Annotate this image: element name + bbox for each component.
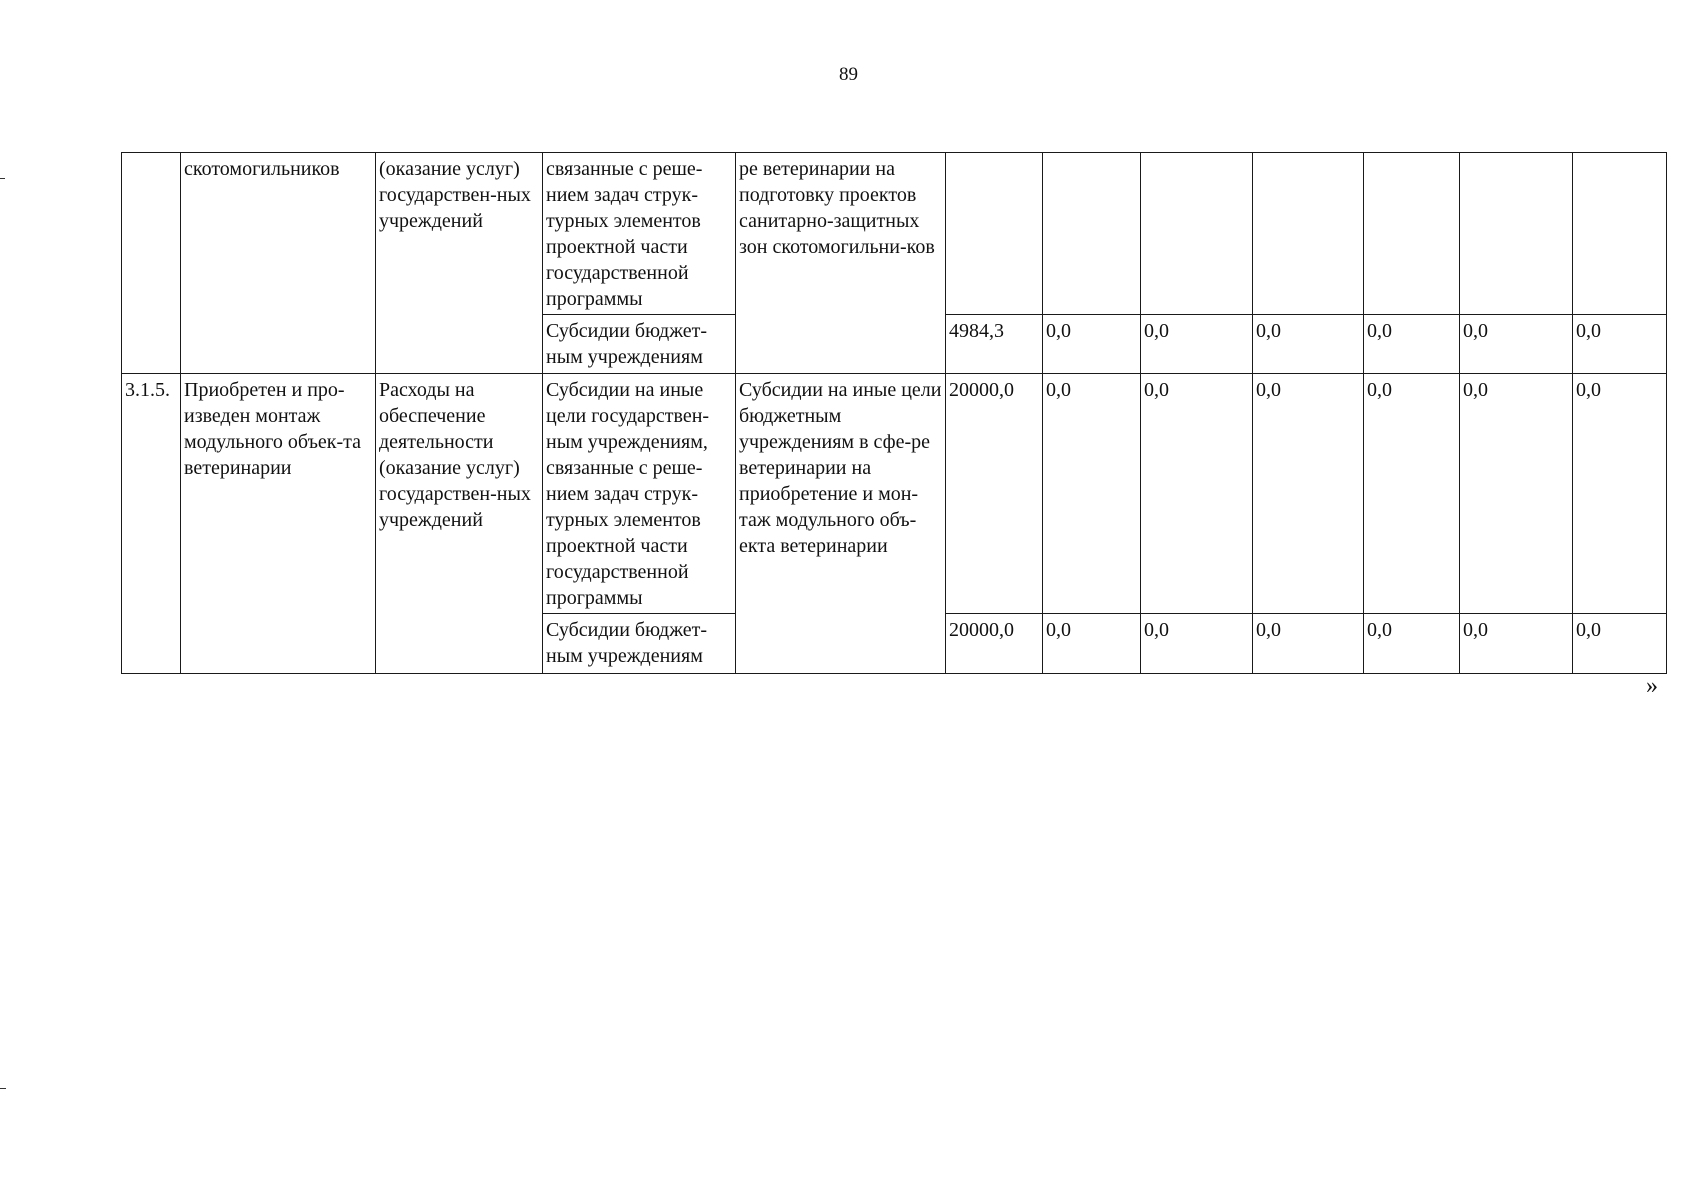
page-number: 89 [839, 64, 858, 85]
value-cell: 0,0 [1043, 315, 1141, 374]
value-cell: 0,0 [1364, 315, 1460, 374]
purpose-cell: Субсидии на иные цели бюджетным учреждениям в сфе-ре ветеринарии на приобретение и мон-таж модульного объ-екта ветеринарии [736, 374, 946, 674]
table-row [122, 153, 1667, 315]
value-cell [1460, 153, 1573, 315]
budget-table [121, 152, 1667, 674]
expense-type-cell: Субсидии на иные цели государствен-ным учреждениям, связанные с реше-нием задач струк-турных элементов проектной части государственной программы [543, 374, 736, 614]
value-cell: 4984,3 [946, 315, 1043, 374]
value-cell: 0,0 [1141, 374, 1253, 614]
value-cell [1043, 153, 1141, 315]
purpose-cell: ре ветеринарии на подготовку проектов санитарно-защитных зон скотомогильни-ков [736, 153, 946, 374]
value-cell: 0,0 [1364, 374, 1460, 614]
code-cell [122, 153, 181, 374]
value-cell: 20000,0 [946, 614, 1043, 674]
code-cell: 3.1.5. [122, 374, 181, 674]
value-cell [946, 153, 1043, 315]
expense-type-cell: связанные с реше-нием задач струк-турных элементов проектной части государственной программы [543, 153, 736, 315]
value-cell: 0,0 [1141, 315, 1253, 374]
value-cell: 0,0 [1460, 315, 1573, 374]
expense-type-cell: Субсидии бюджет-ным учреждениям [543, 614, 736, 674]
value-cell: 0,0 [1253, 374, 1364, 614]
value-cell: 0,0 [1573, 315, 1667, 374]
value-cell [1141, 153, 1253, 315]
scan-mark [0, 178, 5, 179]
table-row [122, 374, 1667, 614]
closing-quote: » [1646, 673, 1658, 699]
value-cell: 0,0 [1364, 614, 1460, 674]
value-cell: 0,0 [1253, 614, 1364, 674]
value-cell: 0,0 [1573, 374, 1667, 614]
value-cell: 20000,0 [946, 374, 1043, 614]
value-cell [1253, 153, 1364, 315]
value-cell: 0,0 [1460, 614, 1573, 674]
value-cell [1573, 153, 1667, 315]
value-cell: 0,0 [1043, 374, 1141, 614]
name-cell: скотомогильников [181, 153, 376, 374]
value-cell [1364, 153, 1460, 315]
name-cell: Приобретен и про-изведен монтаж модульного объек-та ветеринарии [181, 374, 376, 674]
direction-cell: (оказание услуг) государствен-ных учреждений [376, 153, 543, 374]
expense-type-cell: Субсидии бюджет-ным учреждениям [543, 315, 736, 374]
direction-cell: Расходы на обеспечение деятельности (оказание услуг) государствен-ных учреждений [376, 374, 543, 674]
scan-mark [0, 1088, 6, 1089]
value-cell: 0,0 [1043, 614, 1141, 674]
value-cell: 0,0 [1253, 315, 1364, 374]
value-cell: 0,0 [1141, 614, 1253, 674]
value-cell: 0,0 [1573, 614, 1667, 674]
value-cell: 0,0 [1460, 374, 1573, 614]
